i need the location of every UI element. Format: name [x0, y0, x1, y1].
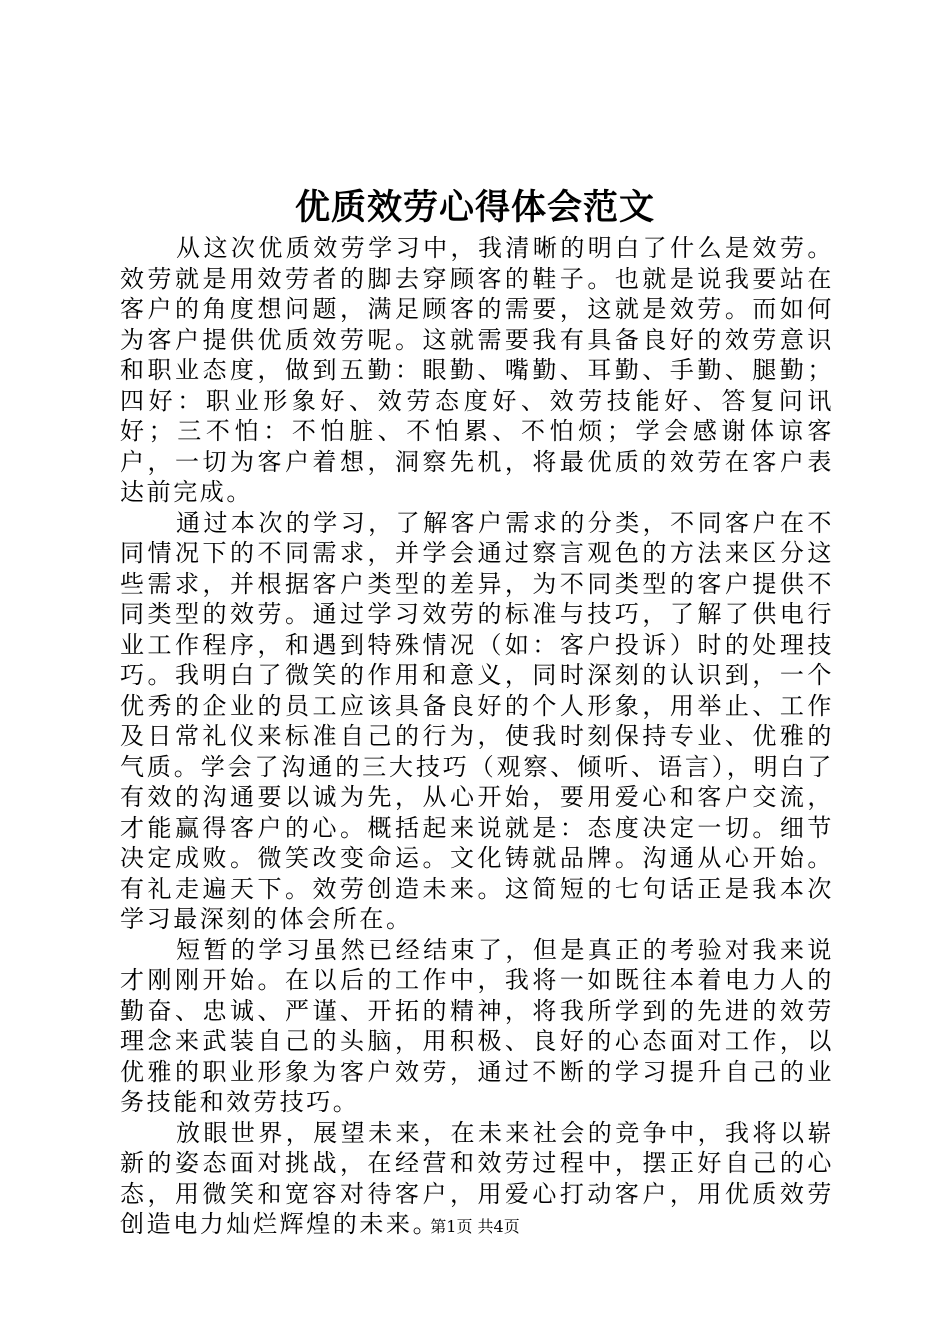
paragraph-4: 放眼世界，展望未来，在未来社会的竞争中，我将以崭新的姿态面对挑战，在经营和效劳过程中，摆正好自己的心态，用微笑和宽容对待客户，用爱心打动客户，用优质效劳创造电力灿烂辉煌的未来。: [120, 1118, 834, 1238]
paragraph-2: 通过本次的学习，了解客户需求的分类，不同客户在不同情况下的不同需求，并学会通过察言观色的方法来区分这些需求，并根据客户类型的差异，为不同类型的客户提供不同类型的效劳。通过学习效劳的标准与技巧，了解了供电行业工作程序，和遇到特殊情况（如：客户投诉）时的处理技巧。我明白了微笑的作用和意义，同时深刻的认识到，一个优秀的企业的员工应该具备良好的个人形象，用举止、工作及日常礼仪来标准自己的行为，使我时刻保持专业、优雅的气质。学会了沟通的三大技巧（观察、倾听、语言），明白了有效的沟通要以诚为先，从心开始，要用爱心和客户交流，才能赢得客户的心。概括起来说就是：态度决定一切。细节决定成败。微笑改变命运。文化铸就品牌。沟通从心开始。有礼走遍天下。效劳创造未来。这简短的七句话正是我本次学习最深刻的体会所在。: [120, 508, 834, 933]
paragraph-3: 短暂的学习虽然已经结束了，但是真正的考验对我来说才刚刚开始。在以后的工作中，我将一如既往本着电力人的勤奋、忠诚、严谨、开拓的精神，将我所学到的先进的效劳理念来武装自己的头脑，用积极、良好的心态面对工作，以优雅的职业形象为客户效劳，通过不断的学习提升自己的业务技能和效劳技巧。: [120, 935, 834, 1116]
document-body: [120, 233, 834, 1240]
paragraph-1: 从这次优质效劳学习中，我清晰的明白了什么是效劳。效劳就是用效劳者的脚去穿顾客的鞋子。也就是说我要站在客户的角度想问题，满足顾客的需要，这就是效劳。而如何为客户提供优质效劳呢。这就需要我有具备良好的效劳意识和职业态度，做到五勤：眼勤、嘴勤、耳勤、手勤、腿勤；四好：职业形象好、效劳态度好、效劳技能好、答复问讯好；三不怕：不怕脏、不怕累、不怕烦；学会感谢体谅客户，一切为客户着想，洞察先机，将最优质的效劳在客户表达前完成。: [120, 234, 834, 506]
page-number-footer: 第1页 共4页: [430, 1217, 520, 1236]
document-title: 优质效劳心得体会范文: [294, 187, 655, 228]
